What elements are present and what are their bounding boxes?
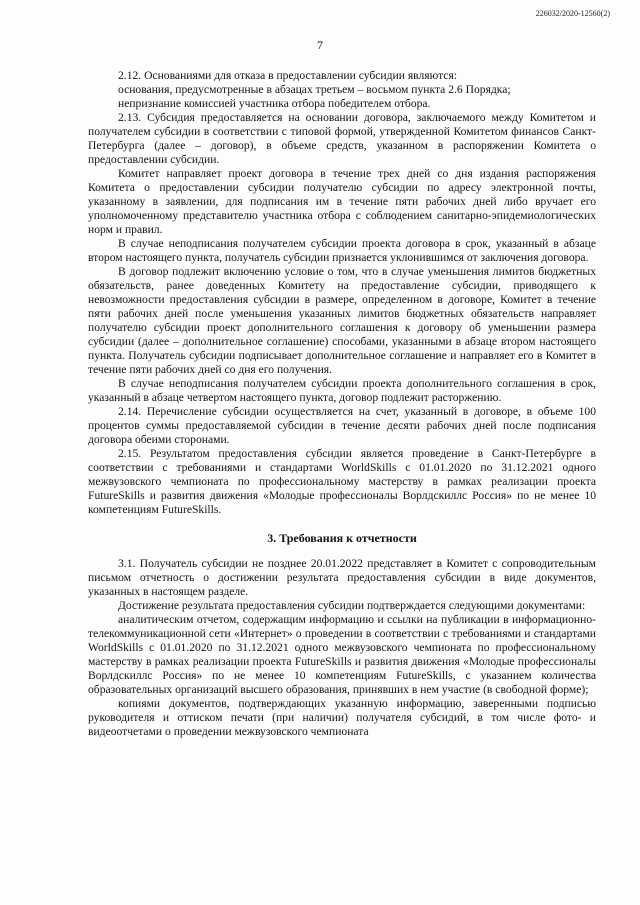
document-body	[88, 69, 596, 739]
paragraph: В договор подлежит включению условие о том, что в случае уменьшения лимитов бюджетных обязательств, ранее доведенных Комитету на предоставление субсидии, приводящего к невозможности предоставления субсидии в размере, определенном в договоре, Комитет в течение пяти рабочих дней после уменьшения указанных лимитов бюджетных обязательств направляет получателю субсидии проект дополнительного соглашения к договору об уменьшении размера субсидии (далее – дополнительное соглашение) способами, указанными в абзаце втором настоящего пункта. Получатель субсидии подписывает дополнительное соглашение и направляет его в Комитет в течение пяти рабочих дней со дня его получения.	[88, 265, 596, 376]
paragraph: 2.13. Субсидия предоставляется на основании договора, заключаемого между Комитетом и получателем субсидии в соответствии с типовой формой, утвержденной Комитетом финансов Санкт-Петербурга (далее – договор), в объеме средств, указанном в распоряжении Комитета о предоставлении субсидии.	[88, 111, 596, 166]
paragraph: 2.12. Основаниями для отказа в предоставлении субсидии являются:	[118, 69, 458, 82]
paragraph: Достижение результата предоставления субсидии подтверждается следующими документами:	[118, 599, 586, 612]
paragraph: копиями документов, подтверждающих указанную информацию, заверенными подписью руководителя и оттиском печати (при наличии) получателя субсидий, в том числе фото- и видеоотчетами о проведении межвузовского чемпионата	[88, 697, 596, 738]
paragraphs-section-3	[88, 557, 596, 739]
paragraph: Комитет направляет проект договора в течение трех дней со дня издания распоряжения Комитета о предоставлении субсидии получателю субсидии по адресу электронной почты, указанному в заявлении, для подписания им в течение пяти рабочих дней либо вручает его уполномоченному представителю участника отбора с соблюдением санитарно-эпидемиологических норм и правил.	[88, 167, 596, 236]
paragraph: В случае неподписания получателем субсидии проекта договора в срок, указанный в абзаце втором настоящего пункта, получатель субсидии признается уклонившимся от заключения договора.	[88, 237, 596, 264]
paragraph: непризнание комиссией участника отбора победителем отбора.	[118, 97, 431, 110]
paragraph: В случае неподписания получателем субсидии проекта дополнительного соглашения в срок, указанный в абзаце четвертом настоящего пункта, договор подлежит расторжению.	[88, 377, 596, 404]
paragraph: 3.1. Получатель субсидии не позднее 20.01.2022 представляет в Комитет с сопроводительным письмом отчетность о достижении результата предоставления субсидии в виде документов, указанных в настоящем разделе.	[88, 557, 596, 598]
paragraph: основания, предусмотренные в абзацах третьем – восьмом пункта 2.6 Порядка;	[118, 83, 511, 96]
paragraph: 2.15. Результатом предоставления субсидии является проведение в Санкт-Петербурге в соответствии с требованиями и стандартами WorldSkills с 01.01.2020 по 31.12.2021 одного межвузовского чемпионата по профессиональному мастерству в рамках реализации проекта FutureSkills и развития движения «Молодые профессионалы Ворлдскиллс Россия» по не менее 10 компетенциям FutureSkills.	[88, 447, 596, 516]
document-number: 226032/2020-12560(2)	[535, 9, 610, 18]
section-heading: 3. Требования к отчетности	[267, 531, 417, 545]
paragraph: 2.14. Перечисление субсидии осуществляется на счет, указанный в договоре, в объеме 100 процентов суммы предоставляемой субсидии в течение десяти рабочих дней после подписания договора обеими сторонами.	[88, 405, 596, 446]
paragraph: аналитическим отчетом, содержащим информацию и ссылки на публикации в информационно-телекоммуникационной сети «Интернет» о проведении в соответствии с требованиями и стандартами WorldSkills с 01.01.2020 по 31.12.2021 одного межвузовского чемпионата по профессиональному мастерству в рамках реализации проекта FutureSkills и развития движения «Молодые профессионалы Ворлдскиллс Россия» по не менее 10 компетенциям FutureSkills, с указанием количества образовательных организаций высшего образования, принявших в нем участие (в свободной форме);	[88, 613, 596, 696]
page-number: 7	[317, 38, 323, 52]
paragraphs-section-2	[88, 69, 596, 517]
